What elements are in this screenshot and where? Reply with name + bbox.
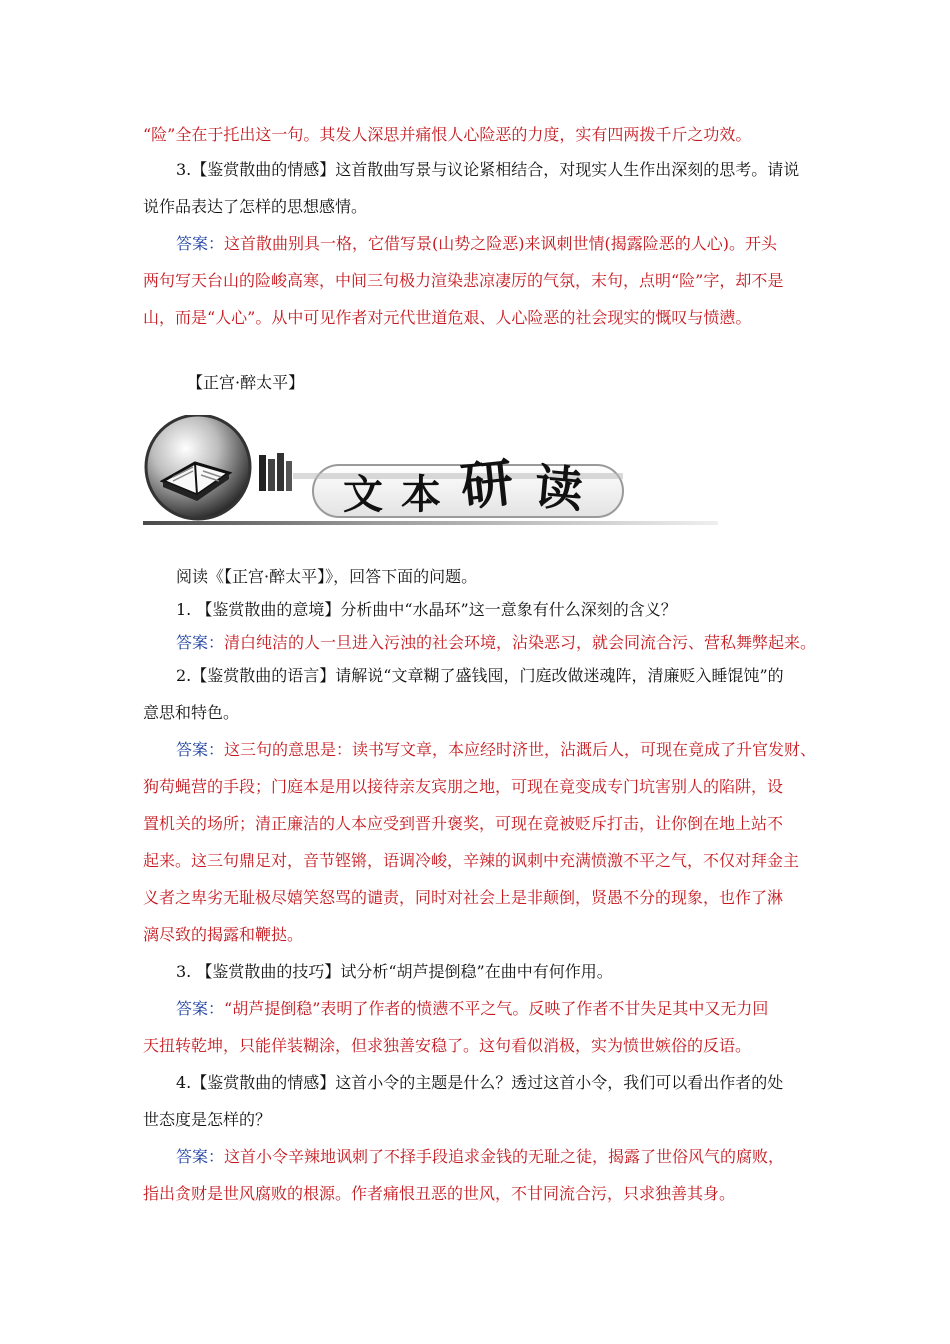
answer-text: 这三句的意思是：读书写文章，本应经时济世，沾溉后人，可现在竟成了升官发财、 bbox=[224, 740, 817, 759]
text-line: 山，而是“人心”。从中可见作者对元代世道危艰、人心险恶的社会现实的慨叹与愤懑。 bbox=[143, 308, 752, 327]
question-3: 3.【鉴赏散曲的情感】这首散曲写景与议论紧相结合，对现实人生作出深刻的思考。请说 bbox=[176, 160, 800, 179]
section-title: 【正宫·醉太平】 bbox=[187, 373, 305, 392]
banner-char: 文 bbox=[343, 471, 383, 518]
text-line: 狗苟蝇营的手段；门庭本是用以接待亲友宾朋之地，可现在竟变成专门坑害别人的陷阱，设 bbox=[143, 777, 784, 796]
text-line: 世态度是怎样的？ bbox=[143, 1110, 272, 1129]
answer-text: 这首散曲别具一格，它借写景(山势之险恶)来讽刺世情(揭露险恶的人心)。开头 bbox=[224, 234, 777, 253]
text-line: 意思和特色。 bbox=[143, 703, 240, 722]
banner-text-study bbox=[143, 415, 718, 530]
text-line: “险”全在于托出这一句。其发人深思并痛恨人心险恶的力度，实有四两拨千斤之功效。 bbox=[143, 125, 752, 144]
text-line: 说作品表达了怎样的思想感情。 bbox=[143, 197, 368, 216]
question-3b: 3. 【鉴赏散曲的技巧】试分析“胡芦提倒稳”在曲中有何作用。 bbox=[176, 962, 613, 981]
answer-label: 答案： bbox=[176, 633, 225, 652]
text-line: 起来。这三句鼎足对，音节铿锵，语调冷峻，辛辣的讽刺中充满愤激不平之气，不仅对拜金主 bbox=[143, 851, 800, 870]
question-4: 4.【鉴赏散曲的情感】这首小令的主题是什么？透过这首小令，我们可以看出作者的处 bbox=[176, 1073, 784, 1092]
text-line: 置机关的场所；清正廉洁的人本应受到晋升褒奖，可现在竟被贬斥打击，让你倒在地上站不 bbox=[143, 814, 784, 833]
answer-label: 答案： bbox=[176, 1147, 225, 1166]
answer-text: “胡芦提倒稳”表明了作者的愤懑不平之气。反映了作者不甘失足其中又无力回 bbox=[224, 999, 769, 1018]
banner-char: 研 bbox=[457, 452, 517, 519]
answer-line bbox=[176, 998, 856, 1020]
answer-line bbox=[176, 233, 856, 255]
text-line: 两句写天台山的险峻高寒，中间三句极力渲染悲凉凄厉的气氛，末句，点明“险”字，却不是 bbox=[143, 271, 784, 290]
question-1: 1. 【鉴赏散曲的意境】分析曲中“水晶环”这一意象有什么深刻的含义？ bbox=[176, 600, 677, 619]
text-line: 义者之卑劣无耻极尽嬉笑怒骂的谴责，同时对社会上是非颠倒，贤愚不分的现象，也作了淋 bbox=[143, 888, 784, 907]
answer-label: 答案： bbox=[176, 740, 225, 759]
banner-char: 读 bbox=[532, 459, 586, 520]
answer-text: 这首小令辛辣地讽刺了不择手段追求金钱的无耻之徒，揭露了世俗风气的腐败， bbox=[224, 1147, 785, 1166]
reading-instruction: 阅读《【正宫·醉太平】》，回答下面的问题。 bbox=[176, 567, 478, 586]
answer-label: 答案： bbox=[176, 234, 225, 253]
text-line: 指出贪财是世风腐败的根源。作者痛恨丑恶的世风，不甘同流合污，只求独善其身。 bbox=[143, 1184, 736, 1203]
banner-char: 本 bbox=[401, 471, 441, 518]
answer-label: 答案： bbox=[176, 999, 225, 1018]
banner-underline bbox=[143, 521, 718, 525]
answer-line bbox=[176, 739, 856, 761]
answer-text: 清白纯洁的人一旦进入污浊的社会环境，沾染恶习，就会同流合污、营私舞弊起来。 bbox=[224, 633, 817, 652]
text-line: 漓尽致的揭露和鞭挞。 bbox=[143, 925, 304, 944]
text-line: 天扭转乾坤，只能佯装糊涂，但求独善安稳了。这句看似消极，实为愤世嫉俗的反语。 bbox=[143, 1036, 752, 1055]
answer-line bbox=[176, 632, 856, 654]
book-spines-icon bbox=[259, 453, 292, 491]
question-2: 2.【鉴赏散曲的语言】请解说“文章糊了盛钱囤，门庭改做迷魂阵，清廉贬入睡馄饨”的 bbox=[176, 666, 784, 685]
answer-line bbox=[176, 1146, 856, 1168]
